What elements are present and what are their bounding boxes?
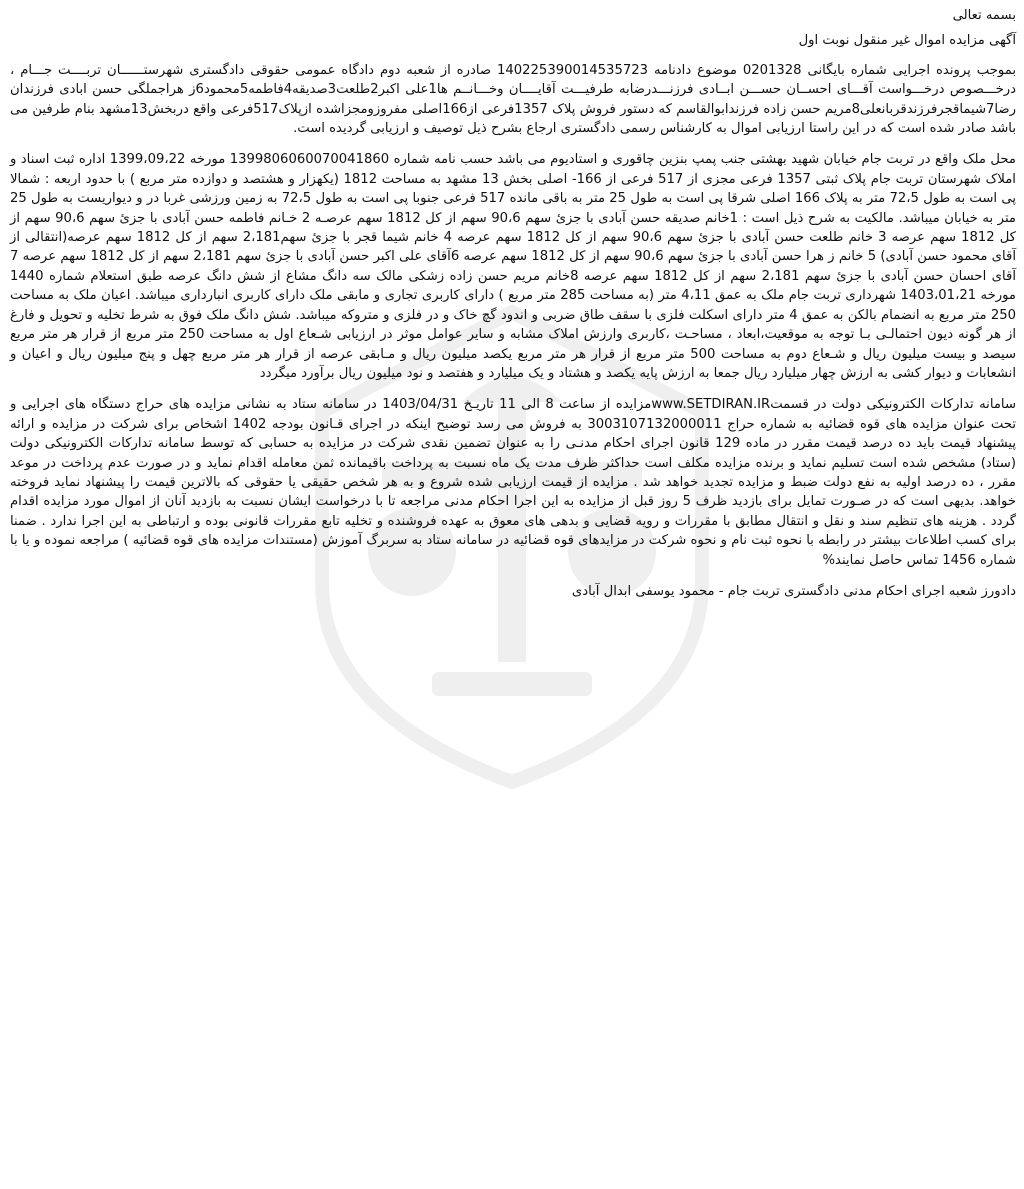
signature-line: دادورز شعبه اجرای احکام مدنی دادگستری تربت جام - محمود یوسفی ابدال آبادی xyxy=(571,583,1016,599)
invocation-heading: بسمه تعالی xyxy=(952,8,1016,23)
notice-title: آگهی مزایده اموال غیر منقول نوبت اول xyxy=(798,33,1016,49)
case-paragraph: بموجب پرونده اجرایی شماره بایگانی 0201328 موضوع دادنامه 140225390014535723 صادره از شعبه دوم دادگاه عمومی حقوقی دادگستری شهرستــــــان تربــــت جـــام ، درخـــصوص درخـــواست آقـــای احســان حســـن ابــادی فرزنـــدرضابه طرفیـــت آقایــــان وخـــانــم ها1علی اکبر2طلعت3صدیقه4فاطمه5محمود6ز هراجملگی حسن ابادی فرزندان رضا7شیماقجرفرزندقربانعلی8مریم حسن زاده فرزندابوالقاسم که دستور فروش پلاک 1357فرعی از166اصلی مفروزومجزاشده ازپلاک517فرعی واقع دربخش13مشهد بنام طرفین می باشد صادر شده است که در این راستا ارزیابی اموال به کارشناس رسمی دادگستری ارجاع بشرح ذیل توصیف و ارزیابی گردیده است. xyxy=(10,62,1016,137)
auction-terms-paragraph: سامانه تدارکات الکترونیکی دولت در قسمتwww.SETDIRAN.IRمزایده از ساعت 8 الی 11 تاریـخ 1403/04/31 در سامانه ستاد به نشانی مزایده های حراج دستگاه های اجرایی و تحت عنوان مزایده های قوه قضائیه به شماره حراج 3003107132000011 به فروش می رسد توضیح اینکه در اجرای قـانون بودجه 1402 اشخاص برای شرکت در مزایده و ارائه پیشنهاد قیمت باید ده درصد قیمت مقرر در ماده 129 قانون اجرای احکام مدنـی را به عنوان تضمین نقدی شرکت در مزایده به حسابی که توسط سامانه تدارکات الکترونیکی دولت (ستاد) مشخص شده است تسلیم نماید و برنده مزایده مکلف است حداکثر ظرف مدت یک ماه نسبت به پرداخت باقیمانده ثمن معامله اقدام نماید و در صورت عدم پرداخت در موعد مقرر ، ده درصد اولیه به نفع دولت ضبط و مزایده تجدید خواهد شد . مزایده از قیمت ارزیابی شده شروع و به هر شخص حقیقی یا حقوقی که بالاترین قیمت را پیشنهاد نماید فروخته خواهد. بدیهی است که در صـورت تمایل برای بازدید ظرف 5 روز قبل از مزایده به این اجرا احکام مدنی مراجعه تا با درخواست ایشان نسبت به بازدید آنان از اموال مورد مزایده اقدام گردد . هزینه های تنظیم سند و نقل و انتقال مطابق با مقررات و رویه قضایی و بدهی های معوق به عهده فروشنده و تخلیه تابع مقررات قانونی بوده و ارتباطی به این اجرا ندارد . ضمنا برای کسب اطلاعات بیشتر در رابطه با نحوه ثبت نام و نحوه شرکت در مزایدهای قوه قضائیه در سامانه ستاد به سربرگ آموزش (مستندات مزایده های قوه قضائیه ) مراجعه نموده و یا با شماره 1456 تماس حاصل نمایند% xyxy=(10,397,1016,568)
property-description-paragraph: محل ملک واقع در تربت جام خیابان شهید بهشتی جنب پمپ بنزین چاقوری و استادیوم می باشد حسب نامه شماره 139980606007004186‌0 مورخه 1399،09،22 اداره ثبت اسناد و املاک شهرستان تربت جام پلاک ثبتی 1357 فرعی مجزی از 517 فرعی از 166- اصلی بخش 13 مشهد به مساحت 1812 (یکهزار و هشتصد و دوازده متر مربع ) با حدود اربعه : شمالا پی است به طول 72،5 متر به پلاک 166 اصلی شرقا پی است به طول 25 متر به باقی مانده 517 فرعی جنوبا پی است به طول 72،5 به زمین ورزشی غربا در و دیواریست به طول 25 متر به خیابان میباشد. مالکیت به شرح ذیل است : 1خانم صدیقه حسن آبادی با جزئ سهم 90،6 سهم از کل 1812 سهم عرصـه 2 خـانم فاطمه حسن آبادی با جزئ سهم 90،6 سهم از کل 1812 سهم عرصه 3 خانم طلعت حسن آبادی با جزئ سهم 90،6 سهم از کل 1812 سهم عرصه 4 خانم شیما قجر با جزئ سهم2،181 سهم از کل 1812 سهم عرصه(انتقالی از آقای محمود حسن آبادی) 5 خانم ز هرا حسن آبادی با جزئ سهم 90،6 سهم از کل 1812 سهم عرصه 6آقای علی اکبر حسن آبادی با جزئ سهم 2،181 سهم از کل 1812 سهم عرصه 7 آقای احسان حسن آبادی با جزئ سهم 2،181 سهم از کل 1812 سهم عرصه 8خانم مریم حسن زاده زشکی مالک سه دانگ مشاع از شش دانگ عرصه طبق استعلام شماره 1440 مورخه 1403،01،21 شهرداری تربت جام ملک به عمق 4،11 متر (به مساحت 285 متر مربع ) دارای کاربری تجاری و مابقی ملک دارای کاربری انبارداری میباشد. اعیان ملک به مساحت 250 متر مربع به انضمام بالکن به عمق 4 متر دارای اسکلت فلزی با سقف طاق ضربی و اندود گچ خاک و در فلزی و متروکه میباشد. شش دانگ ملک فوق به شرط تخلیه و تحویل و فارغ از هر گونه دیون احتمالـی بـا توجه به موقعیت،ابعاد ، مساحـت ،کاربری وارزش املاک مشابه و سایر عوامل موثر در ارزیابی شـعاع اول به مساحت 250 متر مربع از قرار هر متر مربع سیصد و بیست میلیون ریال و شـعاع دوم به مساحت 500 متر مربع از قرار هر متر مربع یکصد میلیون ریال و مـابقی عرصه از قرار هر متر مربع چهل و پنج میلیون ریال و اعیان و انشعابات و دیوار کشی به ارزش چهار میلیارد ریال جمعا به ارزش پایه یکصد و هشتاد و یک میلیارد و هفتصد و نود میلیون ریال برآورد میگردد xyxy=(10,152,1016,381)
